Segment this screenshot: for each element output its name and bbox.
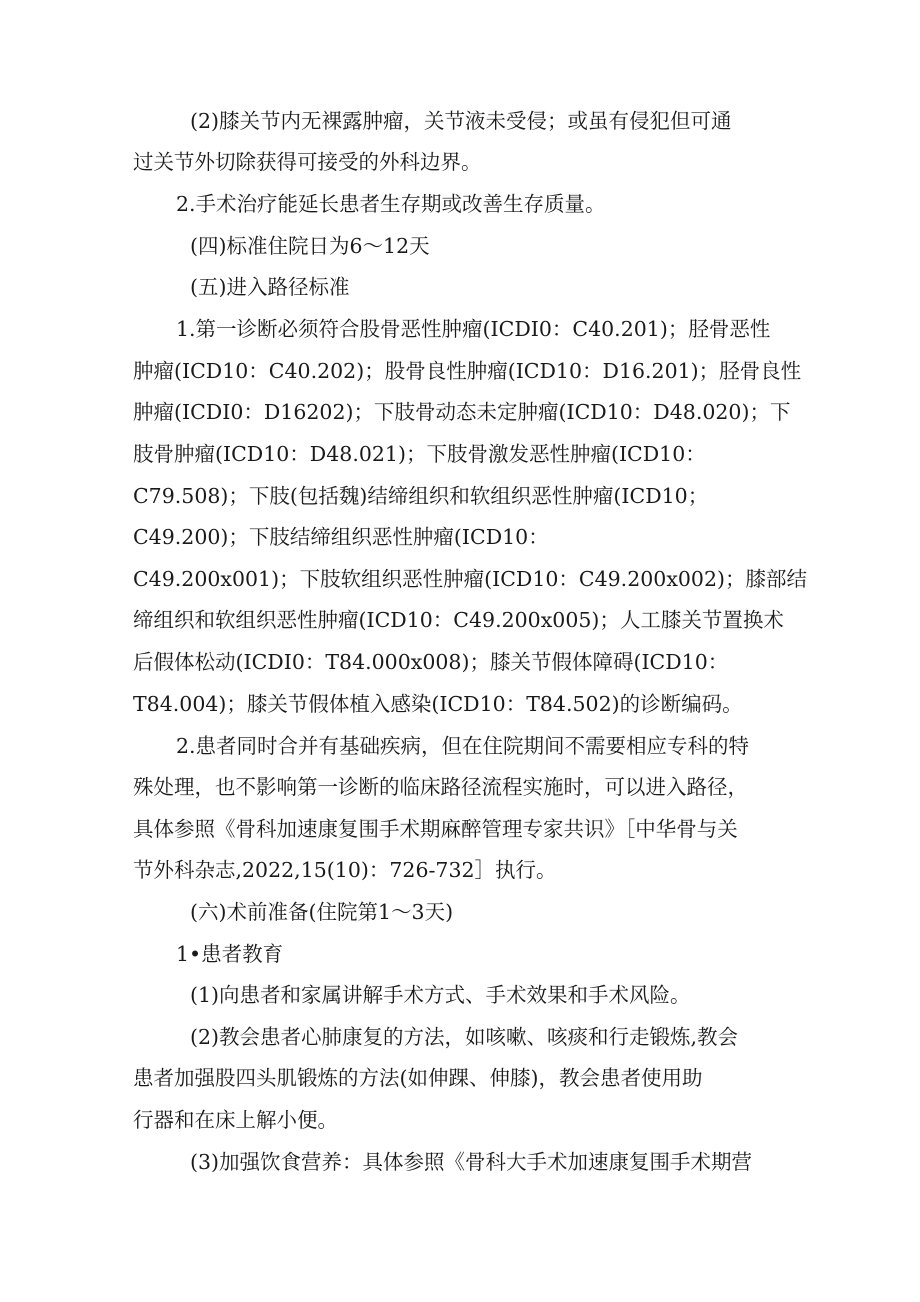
text-line: 肿瘤(ICD10：C40.202)；股骨良性肿瘤(ICD10：D16.201)；胫骨良性 — [133, 359, 802, 383]
text-line: 过关节外切除获得可接受的外科边界。 — [133, 150, 482, 174]
text-line: (3)加强饮食营养：具体参照《骨科大手术加速康复围手术期营 — [190, 1150, 753, 1174]
section-heading: (四)标准住院日为6～12天 — [190, 234, 430, 258]
text-line: 患者加强股四头肌锻炼的方法(如伸踝、伸膝)，教会患者使用助 — [133, 1066, 703, 1090]
text-line: 缔组织和软组织恶性肿瘤(ICD10：C49.200x005)；人工膝关节置换术 — [133, 608, 784, 632]
text-line: 肢骨肿瘤(ICD10：D48.021)；下肢骨激发恶性肿瘤(ICD10： — [133, 442, 706, 466]
text-line: 行器和在床上解小便。 — [133, 1108, 338, 1132]
text-line: 节外科杂志,2022,15(10)：726-732］执行。 — [133, 858, 557, 882]
text-line: (2)教会患者心肺康复的方法，如咳嗽、咳痰和行走锻炼,教会 — [190, 1025, 739, 1049]
section-heading: (五)进入路径标准 — [190, 275, 350, 299]
text-line: (1)向患者和家属讲解手术方式、手术效果和手术风险。 — [190, 983, 691, 1007]
section-heading: (六)术前准备(住院第1～3天) — [190, 900, 454, 924]
text-line: C49.200x001)；下肢软组织恶性肿瘤(ICD10：C49.200x002)；膝部结 — [133, 567, 808, 591]
text-line: 2.患者同时合并有基础疾病，但在住院期间不需要相应专科的特 — [176, 734, 750, 758]
text-line: C49.200)；下肢结缔组织恶性肿瘤(ICD10： — [133, 525, 549, 549]
text-line: 具体参照《骨科加速康复围手术期麻醉管理专家共识》［中华骨与关 — [133, 817, 738, 841]
text-line: C79.508)；下肢(包括魏)结缔组织和软组织恶性肿瘤(ICD10； — [133, 484, 709, 508]
text-line: 后假体松动(ICDI0：T84.000x008)；膝关节假体障碍(ICD10： — [133, 650, 729, 674]
text-line: 1.第一诊断必须符合股骨恶性肿瘤(ICDI0：C40.201)；胫骨恶性 — [176, 317, 771, 341]
text-line: 2.手术治疗能延长患者生存期或改善生存质量。 — [176, 192, 606, 216]
text-line: T84.004)；膝关节假体植入感染(ICD10：T84.502)的诊断编码。 — [133, 692, 743, 716]
text-line: (2)膝关节内无裸露肿瘤，关节液未受侵；或虽有侵犯但可通 — [190, 109, 732, 133]
subsection-heading: 1•患者教育 — [176, 942, 284, 966]
text-line: 肿瘤(ICDI0：D16202)；下肢骨动态未定肿瘤(ICD10：D48.020)；下 — [133, 400, 791, 424]
text-line: 殊处理，也不影响第一诊断的临床路径流程实施时，可以进入路径， — [133, 775, 748, 799]
